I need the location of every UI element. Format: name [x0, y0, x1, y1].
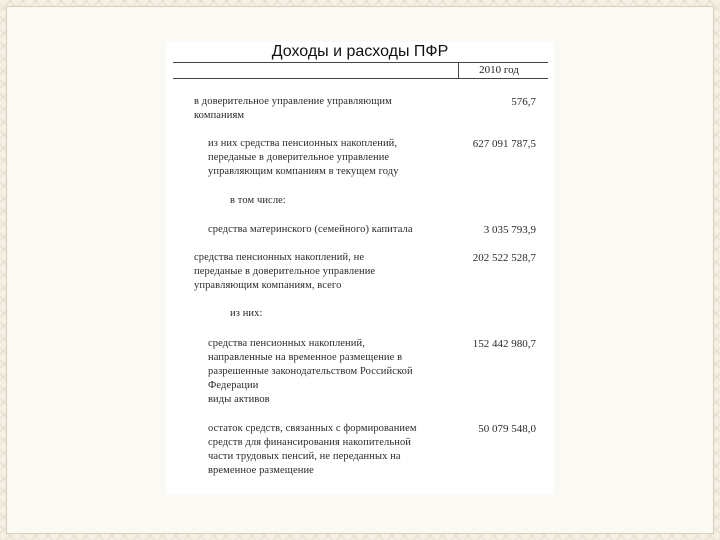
row-value: 627 091 787,5 — [472, 138, 536, 150]
row-label: средства пенсионных накоплений, не переданые в доверительное управление управляющим компаниям, всего — [194, 252, 376, 291]
row-label: из них: — [230, 308, 263, 319]
row-value: 152 442 980,7 — [472, 338, 536, 350]
page-title: Доходы и расходы ПФР — [271, 43, 449, 60]
row-label: остаток средств, связанных с формированием средств для финансирования накопительной части трудовых пенсий, не переданных на временное размещение — [208, 423, 417, 476]
column-header-year: 2010 год — [479, 64, 519, 76]
row-label: в том числе: — [230, 195, 286, 206]
document-page — [166, 42, 554, 494]
row-value: 576,7 — [511, 96, 536, 108]
table-header-rule — [173, 78, 548, 79]
row-label: из них средства пенсионных накоплений, переданые в доверительное управление управляющим компаниям в текущем году — [208, 138, 399, 177]
row-value: 3 035 793,9 — [483, 224, 536, 236]
row-label: средства пенсионных накоплений, направленные на временное размещение в разрешенные законодательством Российской Федерации виды активов — [208, 338, 413, 405]
row-value: 50 079 548,0 — [478, 423, 536, 435]
row-label: средства материнского (семейного) капитала — [208, 224, 413, 235]
table-top-rule — [173, 62, 548, 63]
row-label: в доверительное управление управляющим компаниям — [194, 96, 392, 121]
row-value: 202 522 528,7 — [472, 252, 536, 264]
